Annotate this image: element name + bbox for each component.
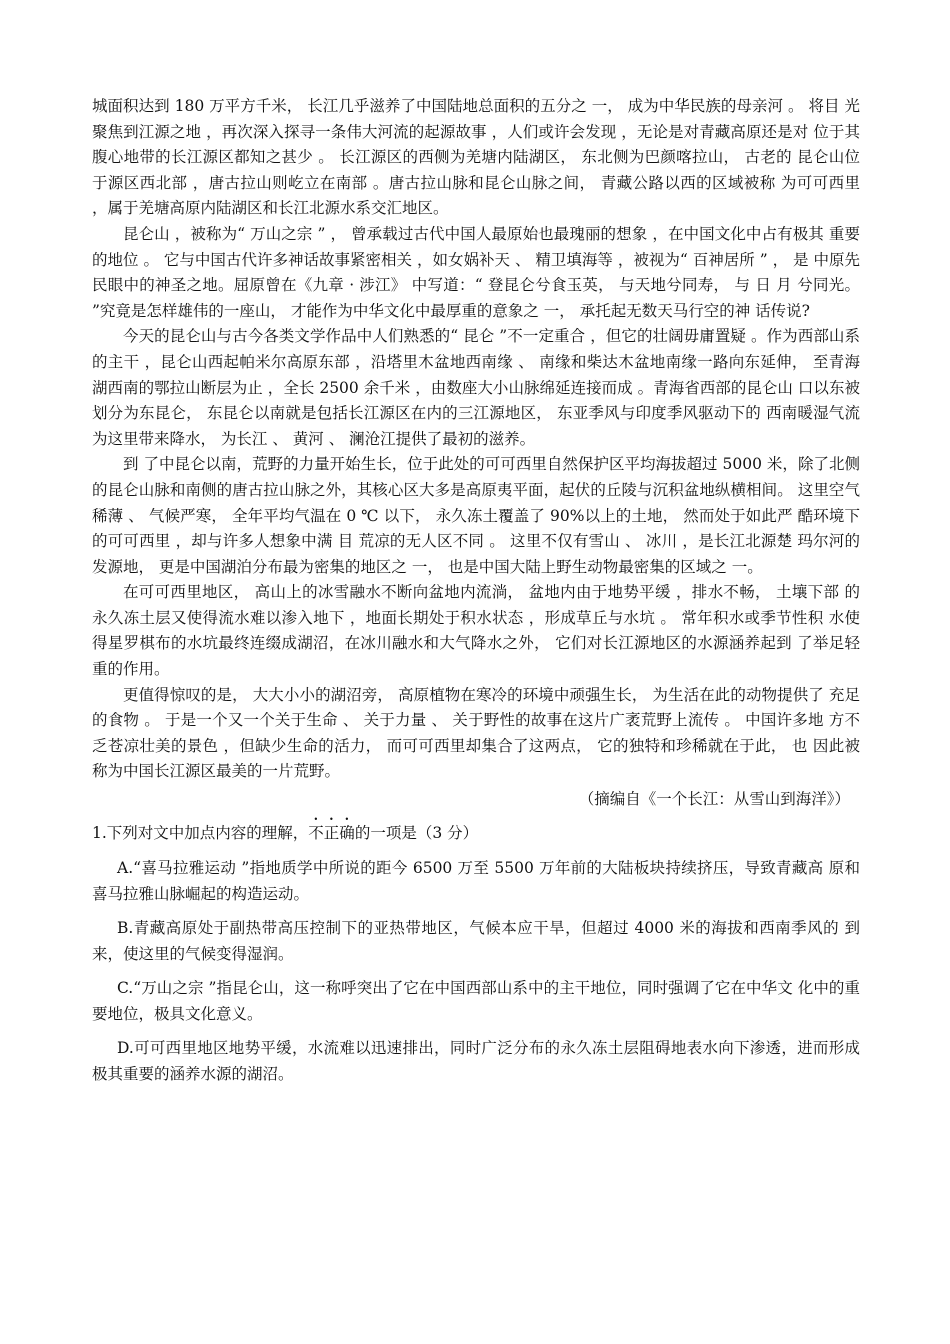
answer-option-b: B.青藏高原处于副热带高压控制下的亚热带地区，气候本应干旱，但超过 4000 米的海拔和西南季风的 到来，使这里的气候变得湿润。: [92, 919, 860, 963]
answer-option-a: A.“喜马拉雅运动 ”指地质学中所说的距今 6500 万至 5500 万年前的大陆板块持续挤压，导致青藏高 原和喜马拉雅山脉崛起的构造运动。: [92, 859, 860, 903]
passage-paragraph-5: 在可可西里地区， 高山上的冰雪融水不断向盆地内流淌， 盆地内由于地势平缓 ，排水不畅， 土壤下部 的永久冻土层又使得流水难以渗入地下 ，地面长期处于积水状态 ，形成草丘与水坑 。 常年积水或季节性积 水使得星罗棋布的水坑最终连缀成湖沼，在冰川融水和大气降水之外， 它们对长江源地区的水源涵养起到 了举足轻重的作用。: [92, 583, 860, 679]
question-stem-suffix: 的一项是（3 分）: [354, 824, 479, 843]
passage-paragraph-4: 到 了中昆仑以南，荒野的力量开始生长，位于此处的可可西里自然保护区平均海拔超过 5000 米，除了北侧的昆仑山脉和南侧的唐古拉山脉之外，其核心区大多是高原夷平面，起伏的丘陵与沉积盆地纵横相间。 这里空气稀薄 、 气候严寒， 全年平均气温在 0 ℃ 以下， 永久冻土覆盖了 90%以上的土地， 然而处于如此严 酷环境下的可可西里 ，却与许多人想象中满 目 荒凉的无人区不同 。 这里不仅有雪山 、 冰川 ，是长江北源楚 玛尔河的发源地， 更是中国湖泊分布最为密集的地区之 一， 也是中国大陆上野生动物最密集的区域之 一。: [92, 455, 860, 576]
passage-paragraph-1: 城面积达到 180 万平方千米， 长江几乎滋养了中国陆地总面积的五分之 一， 成为中华民族的母亲河 。 将目 光聚焦到江源之地 ，再次深入探寻一条伟大河流的起源故事 ，人们或许会发现 ，无论是对青藏高原还是对 位于其腹心地带的长江源区都知之甚少 。 长江源区的西侧为羌塘内陆湖区， 东北侧为巴颜喀拉山， 古老的 昆仑山位于源区西北部 ，唐古拉山则屹立在南部 。唐古拉山脉和昆仑山脉之间， 青藏公路以西的区域被称 为可可西里 ，属于羌塘高原内陆湖区和长江北源水系交汇地区。: [92, 97, 860, 218]
passage-paragraph-3: 今天的昆仑山与古今各类文学作品中人们熟悉的“ 昆仑 ”不一定重合 ，但它的壮阔毋庸置疑 。作为西部山系的主干 ，昆仑山西起帕米尔高原东部 ，沿塔里木盆地西南缘 、 南缘和柴达木盆地南缘一路向东延伸， 至青海湖西南的鄂拉山断层为止 ，全长 2500 余千米 ，由数座大小山脉绵延连接而成 。青海省西部的昆仑山 口以东被划分为东昆仑， 东昆仑以南就是包括长江源区在内的三江源地区， 东亚季风与印度季风驱动下的 西南暖湿气流为这里带来降水， 为长江 、 黄河 、 澜沧江提供了最初的滋养。: [92, 327, 860, 448]
passage-source: （摘编自《一个长江：从雪山到海洋》）: [578, 790, 850, 809]
document-page: [92, 94, 860, 1096]
answer-options: [92, 856, 860, 1087]
reading-passage: [92, 94, 860, 811]
passage-paragraph-6: 更值得惊叹的是， 大大小小的湖沼旁， 高原植物在寒冷的环境中顽强生长， 为生活在此的动物提供了 充足的食物 。 于是一个又一个关于生命 、 关于力量 、 关于野性的故事在这片广袤荒野上流传 。 中国许多地 方不乏苍凉壮美的景色 ，但缺少生命的活力， 而可可西里却集合了这两点， 它的独特和珍稀就在于此， 也 因此被称为中国长江源区最美的一片荒野。: [92, 685, 860, 781]
answer-option-c: C.“万山之宗 ”指昆仑山，这一称呼突出了它在中国西部山系中的主干地位，同时强调了它在中华文 化中的重要地位，极具文化意义。: [92, 979, 860, 1023]
answer-option-d: D.可可西里地区地势平缓，水流难以迅速排出，同时广泛分布的永久冻土层阻碍地表水向下渗透，进而形成极其重要的涵养水源的湖沼。: [92, 1039, 860, 1083]
passage-paragraph-2: 昆仑山 ，被称为“ 万山之宗 ” ， 曾承载过古代中国人最原始也最瑰丽的想象 ，在中国文化中占有极其 重要的地位 。 它与中国古代许多神话故事紧密相关 ，如女娲补天 、 精卫填海等 ，被视为“ 百神居所 ” ， 是 中原先民眼中的神圣之地。屈原曾在《九章 · 涉江》 中写道：“ 登昆仑兮食玉英， 与天地兮同寿， 与 日 月 兮同光。 ”究竟是怎样雄伟的一座山， 才能作为中华文化中最厚重的意象之 一， 承托起无数天马行空的神 话传说?: [92, 224, 860, 320]
question-stem: [92, 815, 860, 846]
question-stem-prefix: 1.下列对文中加点内容的理解，: [92, 824, 309, 843]
question-stem-emphasis: 不正确: [308, 824, 355, 843]
question-block: [92, 815, 860, 1087]
